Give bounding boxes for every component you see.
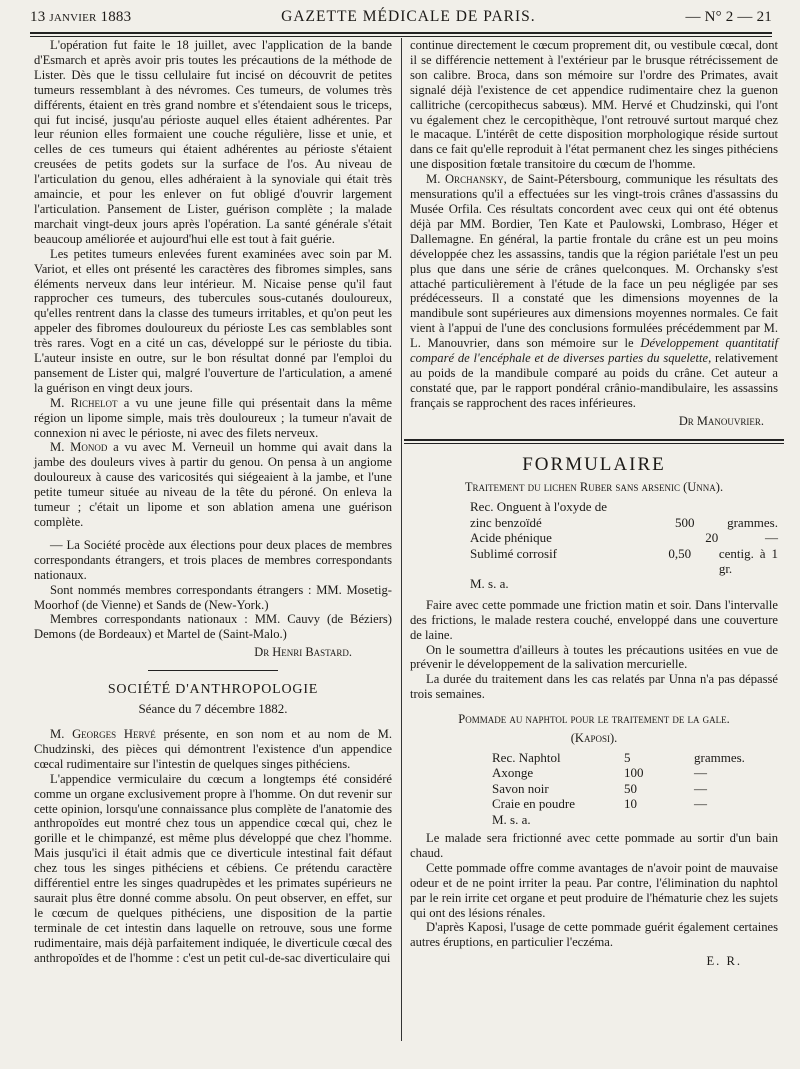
- book-title: Développement quantitatif comparé de l'encéphale et de diverses parties du squelette: [410, 336, 778, 366]
- prescription-row: [492, 781, 778, 796]
- quantity: 100: [624, 765, 644, 781]
- prescription-list: [470, 499, 778, 591]
- author-name: M. Richelot: [50, 395, 118, 410]
- paragraph: [34, 396, 392, 441]
- paragraph-text: a vu avec M. Verneuil un homme qui avait dans la jambe des douleurs vives à partir du genou. On pensa à un angiome douloureux à cause des varicosités qui siégeaient à la jambe, et l'une petite tumeur située au niveau de la tête du péroné. On enleva la tumeur ; c'était un lipome et son ablation amena une guérison complète.: [34, 440, 392, 529]
- paragraph: [34, 727, 392, 772]
- author-name: M. Orchansky: [426, 172, 504, 187]
- paragraph: [410, 172, 778, 411]
- paragraph-text: présente, en son nom et au nom de M. Chudzinski, des pièces qui démontrent l'existence d'un appendice cœcal rudimentaire sur l'intestin de quelques singes pithéciens.: [34, 726, 392, 771]
- paragraph: On le soumettra d'ailleurs à toutes les précautions usitées en vue de prévenir le développement de la salivation mercurielle.: [410, 642, 778, 672]
- paragraph: [34, 440, 392, 529]
- prescription-row: [470, 530, 778, 545]
- prescription-row: [492, 750, 778, 765]
- quantity: 0,50: [668, 545, 692, 561]
- paragraph: Le malade sera frictionné avec cette pommade au sortir d'un bain chaud.: [410, 831, 778, 860]
- formula-title: Pommade au naphtol pour le traitement de la gale.: [458, 712, 730, 727]
- column-divider: [401, 38, 402, 1041]
- ingredient: Rec. Naphtol: [492, 749, 561, 765]
- paragraph: La durée du traitement dans les cas relatés par Unna n'a pas dépassé trois semaines.: [410, 672, 778, 702]
- ingredient: Craie en poudre: [492, 796, 576, 812]
- header-rule: [30, 32, 772, 34]
- section-subtitle: Séance du 7 décembre 1882.: [138, 701, 288, 717]
- prescription-row: [470, 546, 778, 577]
- unit: grammes.: [694, 749, 745, 765]
- ingredient: M. s. a.: [492, 811, 531, 827]
- paragraph: continue directement le cœcum proprement dit, ou vestibule cœcal, dont il se différencie nettement à l'extérieur par le brusque rétrécissement de son calibre. Broca, dans son mémoire sur l'ordre des Primates, avait signalé déjà l'existence de cet appendice rudimentaire chez la guenon callitriche (cercopithecus sabœus). MM. Hervé et Chudzinski, qui l'ont vu également chez le cercopithèque, l'ont retrouvé surtout marqué chez le macaque. L'intérêt de cette disposition morphologique réside surtout dans ce fait qu'elle reproduit à l'état permanent chez les singes pithéciens une disposition fœtale transitoire du cœcum de l'homme.: [410, 38, 778, 172]
- quantity: 500: [674, 514, 695, 530]
- paragraph: L'appendice vermiculaire du cœcum a longtemps été considéré comme un organe exclusivement propre à l'homme. On dut revenir sur cette opinion, lorsqu'une connaissance plus complète de l'anatomie des anthropoïdes eut montré chez tous un appendice cœcal qui, chez le gorille et le chimpanzé, est même plus développé que chez l'homme. Mais jusqu'ici il était admis que ce diverticule intestinal fait défaut chez tous les singes pithéciens et cébiens. Ce prétendu caractère différentiel entre les singes quadrupèdes et les primates supérieurs ne saurait plus être donné comme absolu. On peut observer, en effet, sur le cœcum de quelques pithéciens, une disposition de la partie terminale de cet intestin dans laquelle on retrouve, sous une forme rudimentaire, mais déjà parfaitement indiquée, le diverticule cœcal des anthropoïdes et de l'homme : c'est un petit cul-de-sac diverticulaire qui: [34, 771, 392, 965]
- ingredient: Axonge: [492, 765, 534, 781]
- quantity: [706, 576, 766, 591]
- author-name: M. Monod: [50, 440, 108, 455]
- quantity: [624, 812, 694, 827]
- header-number: — N° 2 — 21: [685, 9, 772, 25]
- unit: grammes.: [727, 514, 778, 530]
- paragraph: Sont nommés membres correspondants étrangers : MM. Mosetig-Moorhof (de Vienne) et Sands de (New-York.): [34, 582, 392, 612]
- ingredient: Acide phénique: [470, 530, 552, 546]
- unit: —: [694, 765, 707, 781]
- header-date: 13 janvier 1883: [30, 9, 132, 25]
- page-header: [30, 8, 772, 30]
- prescription-row: [470, 576, 778, 591]
- signature: Dr Henri Bastard.: [254, 645, 352, 660]
- left-column: [34, 38, 392, 965]
- header-rule-thin: [30, 36, 772, 37]
- quantity: 50: [624, 780, 637, 796]
- ingredient: zinc benzoïdé: [470, 514, 542, 530]
- paragraph: Cette pommade offre comme avantages de n'avoir point de mauvaise odeur et de ne point irriter la peau. Par contre, l'élimination du naphtol par le rein irrite cet organe et peut produire de l'hématurie chez les sujets qui ont des lésions rénales.: [410, 860, 778, 920]
- paragraph: D'après Kaposi, l'usage de cette pommade guérit également certaines autres éruptions, en particulier l'eczéma.: [410, 920, 778, 950]
- section-rule-thin: [404, 443, 784, 444]
- formula-author: (Kaposi).: [570, 731, 618, 746]
- paragraph-text: a vu une jeune fille qui présentait dans la même région un lipome simple, mais très douloureux ; la tumeur n'avait de connexion ni avec le périoste, ni avec des filets nerveux.: [34, 395, 392, 440]
- paragraph-text: , relativement au poids de la mandibule comparé au poids du crâne. Cet auteur a constaté que, par le rapport pondéral crânio-mandibulaire, les assassins français se rapprochent des races inférieures.: [410, 351, 778, 410]
- prescription-row: [470, 499, 778, 514]
- section-title: SOCIÉTÉ D'ANTHROPOLOGIE: [107, 682, 319, 698]
- initials: E. R.: [706, 954, 742, 969]
- prescription-row: [492, 812, 778, 827]
- prescription-row: [492, 765, 778, 780]
- prescription-list: [492, 750, 778, 827]
- paragraph: — La Société procède aux élections pour deux places de membres correspondants étrangers, et trois places de membres correspondants nationaux.: [34, 537, 392, 582]
- prescription-row: [470, 515, 778, 530]
- unit: —: [765, 530, 778, 546]
- unit: centig. à 1 gr.: [718, 545, 778, 576]
- unit: —: [694, 780, 707, 796]
- quantity: [706, 499, 766, 514]
- ingredient: Savon noir: [492, 780, 549, 796]
- prescription-row: [492, 796, 778, 811]
- paragraph: Faire avec cette pommade une friction matin et soir. Dans l'intervalle des frictions, le malade restera couché, enveloppé dans une couverture de laine.: [410, 597, 778, 642]
- formula-title: Traitement du lichen Ruber sans arsenic (Unna).: [464, 480, 724, 495]
- right-column: [410, 38, 778, 969]
- paragraph: Membres correspondants nationaux : MM. Cauvy (de Béziers) Demons (de Bordeaux) et Martel de (Saint-Malo.): [34, 612, 392, 642]
- section-divider: [148, 670, 278, 671]
- ingredient: M. s. a.: [470, 576, 509, 592]
- ingredient: Sublimé corrosif: [470, 545, 558, 561]
- unit: —: [694, 796, 707, 812]
- section-rule: [404, 439, 784, 441]
- paragraph-text: , de Saint-Pétersbourg, communique les résultats des mensurations qu'il a effectuées sur les vingt-trois crânes d'assassins du Musée Orfila. Ces résultats concordent avec ceux qui ont été obtenus déjà par MM. Bordier, Ten Kate et Paulowski, Lombraso, Héger et Dallemagne. En général, la partie frontale du crâne est un peu moins développée chez les assassins, tandis que la région pariétale l'est un peu plus que dans une série de crânes quelconques. M. Orchansky s'est attaché particulièrement à l'étude de la face un peu négligée par ses prédécesseurs. Il a constaté que les dimensions moyennes de la mandibule sont supérieures aux dimensions moyennes normales. Ce fait vient à l'appui de l'une des conclusions formulées précédemment par M. L. Manouvrier, dans son mémoire sur le: [410, 172, 778, 351]
- author-name: M. Georges Hervé: [50, 726, 156, 741]
- formulaire-title: FORMULAIRE: [522, 453, 666, 475]
- quantity: 20: [705, 530, 719, 546]
- quantity: 10: [624, 796, 637, 812]
- paragraph: L'opération fut faite le 18 juillet, avec l'application de la bande d'Esmarch et après avoir pris toutes les précautions de la méthode de Lister. Dès que le tissu cellulaire fut incisé on découvrit de petites tumeurs ressemblant à des névromes. Ces tumeurs, de volumes très différents, étaient en très grand nombre et s'étendaient sous le triceps, qui fut incisé, jusqu'au périoste auquel elles étaient adhérentes. Par leur réunion elles formaient une couche régulière, lisse et unie, et celles de ces tumeurs qui étaient adhérentes au périoste s'étaient creusées de petits godets sur la surface de l'os. Au niveau de l'articulation du genou, elles adhéraient à la synoviale qui était très amaincie, et pour les enlever on fut obligé d'ouvrir largement l'articulation. Pansement de Lister, guérison complète ; la malade marchait vingt-deux jours après l'opération. La santé générale s'était beaucoup améliorée et aujourd'hui elle est tout à fait guérie.: [34, 38, 392, 246]
- paragraph: Les petites tumeurs enlevées furent examinées avec soin par M. Variot, et elles ont présenté les caractères des fibromes simples, sans éléments nerveux dans leur intérieur. M. Nicaise pense qu'il faut rapprocher ces tumeurs, des tubercules sous-cutanés douloureux, qu'elles rentrent dans la classe des tumeurs irritables, et qu'on peut les appeler des fibromes douloureux du périoste Les cas semblables sont très rares. Vogt en a cité un cas, développé sur le périoste du tibia. L'auteur insiste en outre, sur le bon résultat donné par l'emploi du pansement de Lister qui, malgré l'ouverture de l'articulation, a amené la guérison en vingt deux jours.: [34, 246, 392, 395]
- header-title: GAZETTE MÉDICALE DE PARIS.: [281, 8, 536, 25]
- signature: Dr Manouvrier.: [678, 413, 764, 428]
- quantity: 5: [624, 749, 631, 765]
- ingredient: Rec. Onguent à l'oxyde de: [470, 499, 607, 515]
